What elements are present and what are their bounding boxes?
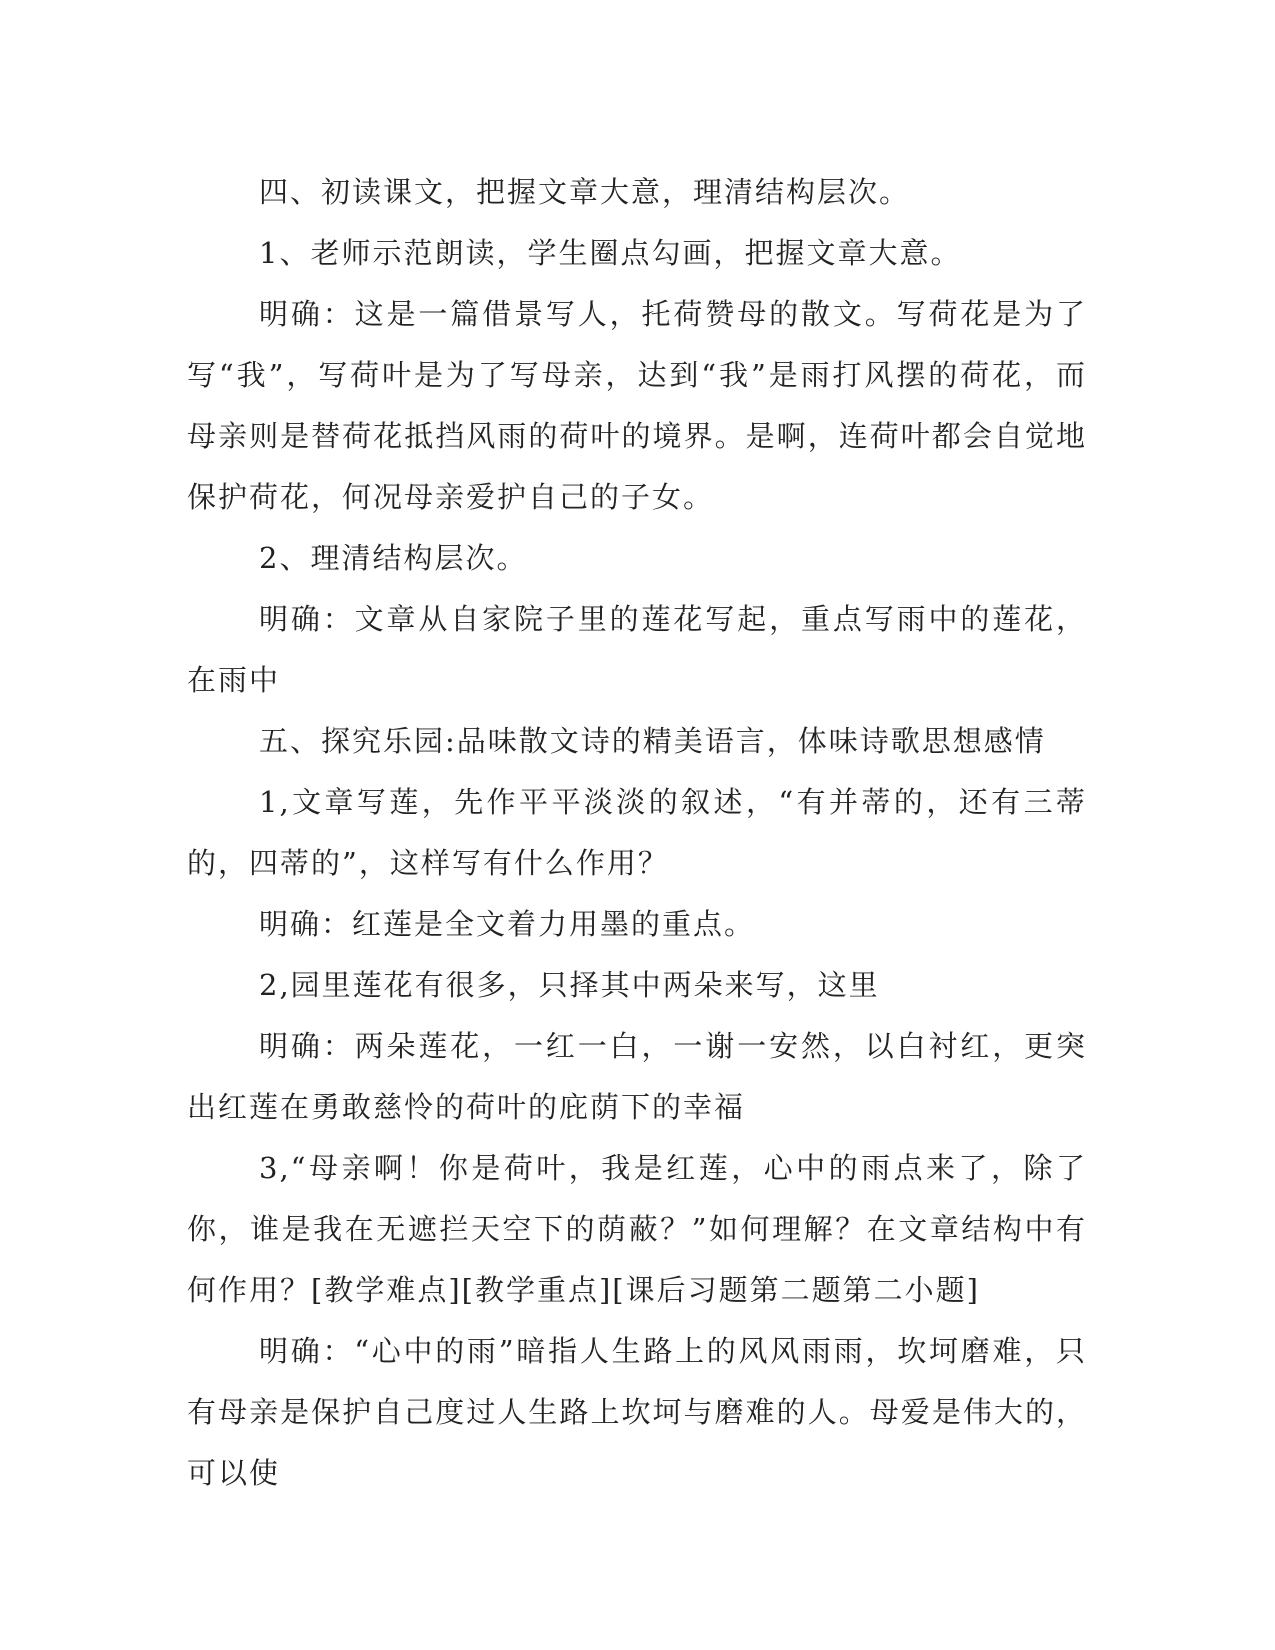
paragraph: 2,园里莲花有很多，只择其中两朵来写，这里 (259, 968, 880, 1002)
paragraph: 1、老师示范朗读，学生圈点勾画，把握文章大意。 (259, 236, 962, 270)
paragraph: 明确：“心中的雨”暗指人生路上的风风雨雨，坎坷磨难，只有母亲是保护自己度过人生路上坎坷与磨难的人。母爱是伟大的，可以使 (187, 1334, 1087, 1490)
section-heading-5: 五、探究乐园:品味散文诗的精美语言，体味诗歌思想感情 (259, 724, 1046, 758)
paragraph: 明确：这是一篇借景写人，托荷赞母的散文。写荷花是为了写“我”，写荷叶是为了写母亲，达到“我”是雨打风摆的荷花，而母亲则是替荷花抵挡风雨的荷叶的境界。是啊，连荷叶都会自觉地保护荷花，何况母亲爱护自己的子女。 (187, 297, 1087, 514)
paragraph: 3,“母亲啊！你是荷叶，我是红莲，心中的雨点来了，除了你，谁是我在无遮拦天空下的荫蔽？”如何理解？在文章结构中有何作用？[教学难点][教学重点][课后习题第二题第二小题] (187, 1151, 1087, 1307)
paragraph: 明确：两朵莲花，一红一白，一谢一安然，以白衬红，更突出红莲在勇敢慈怜的荷叶的庇荫下的幸福 (187, 1029, 1087, 1124)
paragraph: 明确：红莲是全文着力用墨的重点。 (259, 907, 756, 941)
paragraph: 2、理清结构层次。 (259, 541, 528, 575)
paragraph: 1,文章写莲，先作平平淡淡的叙述，“有并蒂的，还有三蒂的，四蒂的”，这样写有什么作用？ (187, 785, 1087, 880)
section-heading-4: 四、初读课文，把握文章大意，理清结构层次。 (259, 175, 911, 209)
document-body (187, 162, 1087, 1504)
paragraph: 明确：文章从自家院子里的莲花写起，重点写雨中的莲花，在雨中 (187, 602, 1087, 697)
